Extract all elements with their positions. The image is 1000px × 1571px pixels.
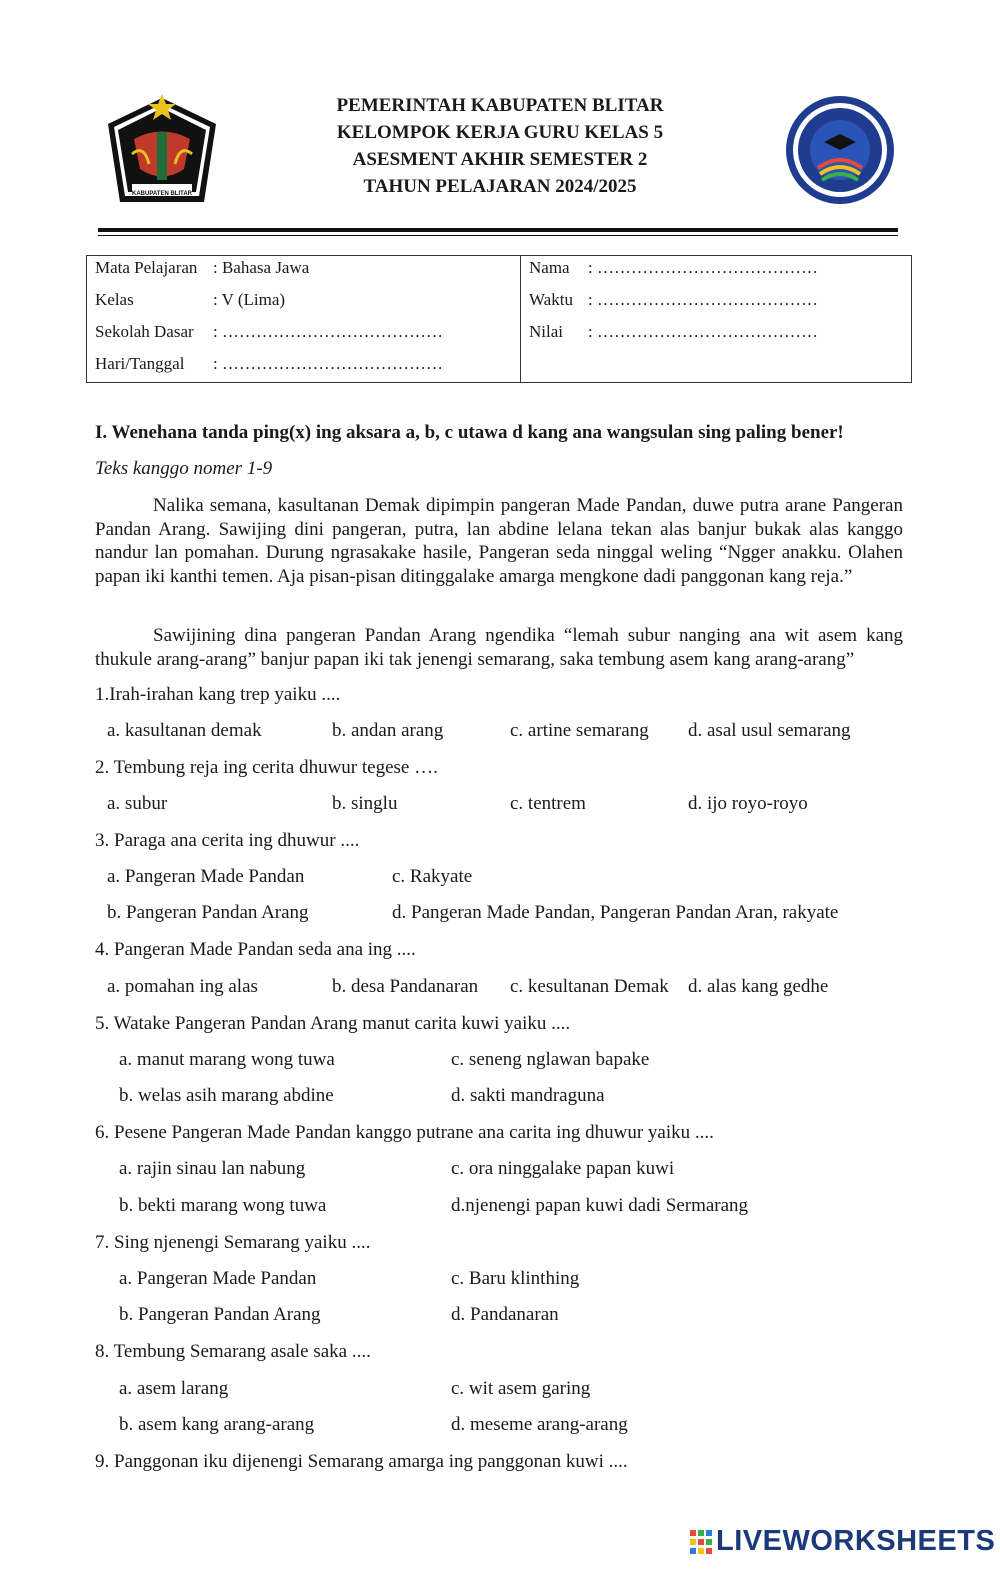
q5-option-a[interactable]: a. manut marang wong tuwa [119,1049,335,1070]
q6-option-c[interactable]: c. ora ninggalake papan kuwi [451,1158,675,1179]
q7-option-d[interactable]: d. Pandanaran [451,1304,559,1325]
q1-option-a[interactable]: a. kasultanan demak [107,720,262,741]
header-line-4: TAHUN PELAJARAN 2024/2025 [363,176,637,197]
q7-option-c[interactable]: c. Baru klinthing [451,1268,580,1289]
q5-option-d[interactable]: d. sakti mandraguna [451,1085,605,1106]
question-9: 9. Panggonan iku dijenengi Semarang amarga ing panggonan kuwi .... [95,1451,628,1472]
label-nama: Nama [529,258,570,277]
q4-option-d[interactable]: d. alas kang gedhe [688,976,829,997]
q2-option-d[interactable]: d. ijo royo-royo [688,793,808,814]
header-rule-thick [98,228,898,232]
header-line-1: PEMERINTAH KABUPATEN BLITAR [336,95,664,116]
label-hari-tanggal: Hari/Tanggal [95,354,185,373]
q4-option-b[interactable]: b. desa Pandanaran [332,976,479,997]
q1-option-b[interactable]: b. andan arang [332,720,444,741]
q2-option-b[interactable]: b. singlu [332,793,398,814]
q6-option-b[interactable]: b. bekti marang wong tuwa [119,1195,327,1216]
field-nilai[interactable]: : ………………………………… [588,322,818,341]
q4-option-a[interactable]: a. pomahan ing alas [107,976,258,997]
label-mata-pelajaran: Mata Pelajaran [95,258,198,277]
section-instruction: I. Wenehana tanda ping(x) ing aksara a, b, c utawa d kang ana wangsulan sing paling bener! [95,422,844,443]
liveworksheets-watermark: LIVEWORKSHEETS [716,1525,996,1557]
q1-option-d[interactable]: d. asal usul semarang [688,720,851,741]
field-sekolah-dasar[interactable]: : ………………………………… [213,322,443,341]
q3-option-b[interactable]: b. Pangeran Pandan Arang [107,902,309,923]
q3-option-d[interactable]: d. Pangeran Made Pandan, Pangeran Pandan Aran, rakyate [392,902,839,923]
label-kelas: Kelas [95,290,134,309]
q1-option-c[interactable]: c. artine semarang [510,720,649,741]
label-waktu: Waktu [529,290,573,309]
q7-option-a[interactable]: a. Pangeran Made Pandan [119,1268,317,1289]
question-4: 4. Pangeran Made Pandan seda ana ing .... [95,939,416,960]
header-line-3: ASESMENT AKHIR SEMESTER 2 [352,149,648,170]
q3-option-a[interactable]: a. Pangeran Made Pandan [107,866,305,887]
q2-option-c[interactable]: c. tentrem [510,793,586,814]
question-6: 6. Pesene Pangeran Made Pandan kanggo putrane ana carita ing dhuwur yaiku .... [95,1122,714,1143]
q8-option-c[interactable]: c. wit asem garing [451,1378,591,1399]
q7-option-b[interactable]: b. Pangeran Pandan Arang [119,1304,321,1325]
q6-option-a[interactable]: a. rajin sinau lan nabung [119,1158,306,1179]
section-subtitle: Teks kanggo nomer 1-9 [95,458,273,479]
info-box-divider [520,256,521,382]
label-nilai: Nilai [529,322,563,341]
logo-caption: KABUPATEN BLITAR [132,191,192,197]
story-paragraph-1: Nalika semana, kasultanan Demak dipimpin pangeran Made Pandan, duwe putra arane Pangeran Pandan Arang. Sawijing dini pangeran, putra, lan abdine lelana tekan alas banjur bukak alas kanggo nandur lan pomahan. Durung ngrasakake hasile, Pangeran seda ninggal weling “Ngger anakku. Olahen papan iki kanthi temen. Aja pisan-pisan ditinggalake amarga mengkone dadi panggonan kang reja.” [95,495,903,587]
q5-option-c[interactable]: c. seneng nglawan bapake [451,1049,650,1070]
value-kelas: : V (Lima) [213,290,286,309]
question-2: 2. Tembung reja ing cerita dhuwur tegese …. [95,757,438,778]
field-waktu[interactable]: : ………………………………… [588,290,818,309]
q6-option-d[interactable]: d.njenengi papan kuwi dadi Sermarang [451,1195,749,1216]
header-line-2: KELOMPOK KERJA GURU KELAS 5 [336,122,664,143]
question-7: 7. Sing njenengi Semarang yaiku .... [95,1232,371,1253]
q2-option-a[interactable]: a. subur [107,793,168,814]
q4-option-c[interactable]: c. kesultanan Demak [510,976,669,997]
field-hari-tanggal[interactable]: : ………………………………… [213,354,443,373]
question-1: 1.Irah-irahan kang trep yaiku .... [95,684,341,705]
question-8: 8. Tembung Semarang asale saka .... [95,1341,371,1362]
question-5: 5. Watake Pangeran Pandan Arang manut carita kuwi yaiku .... [95,1013,571,1034]
story-paragraph-2: Sawijining dina pangeran Pandan Arang ngendika “lemah subur nanging ana wit asem kang thukule arang-arang” banjur papan iki tak jenengi semarang, saka tembung asem kang arang-arang” [95,625,903,670]
liveworksheets-logo-icon [690,1530,712,1554]
q8-option-b[interactable]: b. asem kang arang-arang [119,1414,315,1435]
value-mata-pelajaran: : Bahasa Jawa [213,258,310,277]
q3-option-c[interactable]: c. Rakyate [392,866,473,887]
q5-option-b[interactable]: b. welas asih marang abdine [119,1085,334,1106]
q8-option-a[interactable]: a. asem larang [119,1378,229,1399]
q8-option-d[interactable]: d. meseme arang-arang [451,1414,628,1435]
field-nama[interactable]: : ………………………………… [588,258,818,277]
header-rule-thin [98,235,898,236]
label-sekolah-dasar: Sekolah Dasar [95,322,194,341]
question-3: 3. Paraga ana cerita ing dhuwur .... [95,830,360,851]
